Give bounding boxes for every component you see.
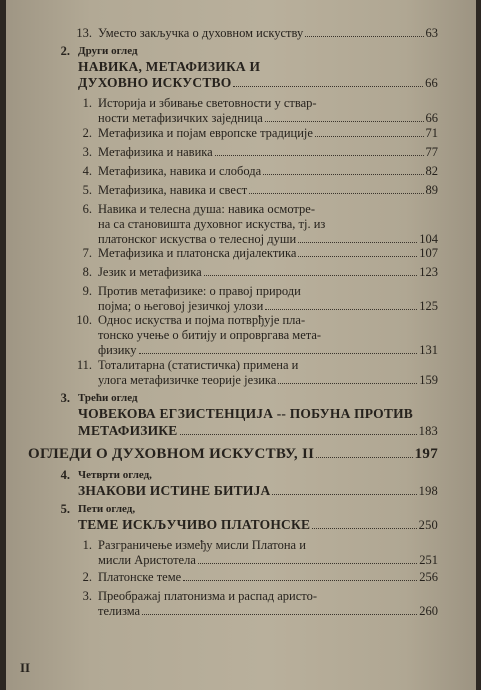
page-number: II bbox=[20, 660, 31, 675]
entry-page: 256 bbox=[419, 570, 438, 584]
essay-number: 3. bbox=[60, 391, 70, 405]
entry-number: 4. bbox=[82, 164, 92, 178]
entry-page: 197 bbox=[414, 446, 438, 462]
entry-title-line: телизма bbox=[98, 604, 141, 618]
essay-label: Четврти оглед, bbox=[78, 469, 152, 481]
entry-page: 125 bbox=[419, 299, 438, 313]
entry-page: 66 bbox=[425, 76, 438, 90]
essay-title-line: ДУХОВНО ИСКУСТВО bbox=[78, 75, 232, 90]
entry-page: 159 bbox=[419, 373, 438, 387]
dot-leader bbox=[204, 274, 418, 276]
dot-leader bbox=[315, 135, 424, 137]
entry-page: 107 bbox=[419, 246, 438, 260]
entry-number: 8. bbox=[82, 265, 92, 279]
entry-title-line: Тоталитарна (статистичка) примена и bbox=[98, 358, 299, 372]
dot-leader bbox=[298, 241, 417, 243]
entry-page: 89 bbox=[425, 183, 438, 197]
entry-title: Метафизика, навика и слобода bbox=[98, 164, 262, 178]
part-title: ОГЛЕДИ О ДУХОВНОМ ИСКУСТВУ, II bbox=[28, 446, 315, 462]
entry-title-line: Однос искуства и појма потврђује пла- bbox=[98, 313, 306, 327]
dot-leader bbox=[215, 154, 424, 156]
entry-title-line: физику bbox=[98, 343, 137, 357]
book-page bbox=[6, 0, 476, 690]
entry-number: 2. bbox=[82, 126, 92, 140]
dot-leader bbox=[298, 255, 417, 257]
essay-number: 5. bbox=[60, 502, 70, 516]
essay-number: 4. bbox=[60, 468, 70, 482]
dot-leader bbox=[316, 456, 412, 458]
entry-number: 9. bbox=[82, 284, 92, 298]
entry-number: 3. bbox=[82, 589, 92, 603]
entry-title: Платонске теме bbox=[98, 570, 182, 584]
entry-title-line: улога метафизичке теорије језика bbox=[98, 373, 277, 387]
essay-title-line: НАВИКА, МЕТАФИЗИКА И bbox=[78, 59, 261, 74]
dot-leader bbox=[249, 192, 423, 194]
entry-title-line: на са становишта духовног искуства, тј. из bbox=[98, 217, 326, 231]
entry-title: Језик и метафизика bbox=[98, 265, 202, 279]
essay-title-line: МЕТАФИЗИКЕ bbox=[78, 423, 178, 438]
entry-number: 3. bbox=[82, 145, 92, 159]
essay-number: 2. bbox=[60, 44, 70, 58]
entry-title: Метафизика и платонска дијалектика bbox=[98, 246, 297, 260]
entry-title-line: Против метафизике: о правој природи bbox=[98, 284, 301, 298]
dot-leader bbox=[233, 85, 423, 87]
entry-number: 10. bbox=[76, 313, 92, 327]
dot-leader bbox=[305, 35, 423, 37]
entry-title: Метафизика и навика bbox=[98, 145, 213, 159]
entry-number: 2. bbox=[82, 570, 92, 584]
entry-title-line: појма; о његовој језичкој улози bbox=[98, 299, 264, 313]
dot-leader bbox=[198, 562, 417, 564]
essay-title-line: ЧОВЕКОВА ЕГЗИСТЕНЦИЈА -- ПОБУНА ПРОТИВ bbox=[78, 406, 413, 421]
entry-page: 66 bbox=[425, 111, 438, 125]
entry-page: 131 bbox=[419, 343, 438, 357]
entry-page: 71 bbox=[425, 126, 438, 140]
entry-page: 123 bbox=[419, 265, 438, 279]
entry-number: 7. bbox=[82, 246, 92, 260]
dot-leader bbox=[139, 352, 418, 354]
entry-title-line: платонског искуства о телесној души bbox=[98, 232, 297, 246]
essay-label: Пети оглед, bbox=[78, 503, 136, 515]
entry-title-line: Историја и збивање световности у ствар- bbox=[98, 96, 317, 110]
essay-label: Трећи оглед bbox=[78, 392, 138, 404]
entry-number: 13. bbox=[76, 26, 92, 40]
dot-leader bbox=[142, 613, 417, 615]
essay-label: Други оглед bbox=[78, 45, 138, 57]
dot-leader bbox=[263, 173, 423, 175]
entry-page: 250 bbox=[418, 518, 438, 532]
entry-title-line: Навика и телесна душа: навика осмотре- bbox=[98, 202, 316, 216]
entry-page: 104 bbox=[419, 232, 438, 246]
entry-page: 260 bbox=[419, 604, 438, 618]
entry-page: 63 bbox=[425, 26, 438, 40]
dot-leader bbox=[180, 433, 417, 435]
entry-page: 82 bbox=[425, 164, 438, 178]
entry-title: Уместо закључка о духовном искуству bbox=[98, 26, 304, 40]
dot-leader bbox=[272, 493, 416, 495]
dot-leader bbox=[278, 382, 417, 384]
entry-title: Метафизика, навика и свест bbox=[98, 183, 248, 197]
entry-page: 198 bbox=[418, 484, 438, 498]
entry-page: 183 bbox=[418, 424, 438, 438]
essay-title-line: ЗНАКОВИ ИСТИНЕ БИТИЈА bbox=[78, 483, 271, 498]
entry-title-line: Разграничење између мисли Платона и bbox=[98, 538, 306, 552]
entry-number: 11. bbox=[76, 358, 92, 372]
dot-leader bbox=[265, 308, 417, 310]
entry-number: 5. bbox=[82, 183, 92, 197]
essay-title-line: ТЕМЕ ИСКЉУЧИВО ПЛАТОНСКЕ bbox=[78, 517, 311, 532]
entry-page: 251 bbox=[419, 553, 438, 567]
dot-leader bbox=[265, 120, 424, 122]
entry-title: Метафизика и појам европске традиције bbox=[98, 126, 313, 140]
entry-number: 1. bbox=[82, 538, 92, 552]
entry-title-line: ности метафизичких заједница bbox=[98, 111, 263, 125]
dot-leader bbox=[183, 579, 417, 581]
entry-title-line: Преображај платонизма и распад аристо- bbox=[98, 589, 317, 603]
entry-page: 77 bbox=[425, 145, 438, 159]
entry-title-line: тонско учење о битију и опровргава мета- bbox=[98, 328, 322, 342]
entry-title-line: мисли Аристотела bbox=[98, 553, 196, 567]
entry-number: 1. bbox=[82, 96, 92, 110]
dot-leader bbox=[312, 527, 416, 529]
entry-number: 6. bbox=[82, 202, 92, 216]
